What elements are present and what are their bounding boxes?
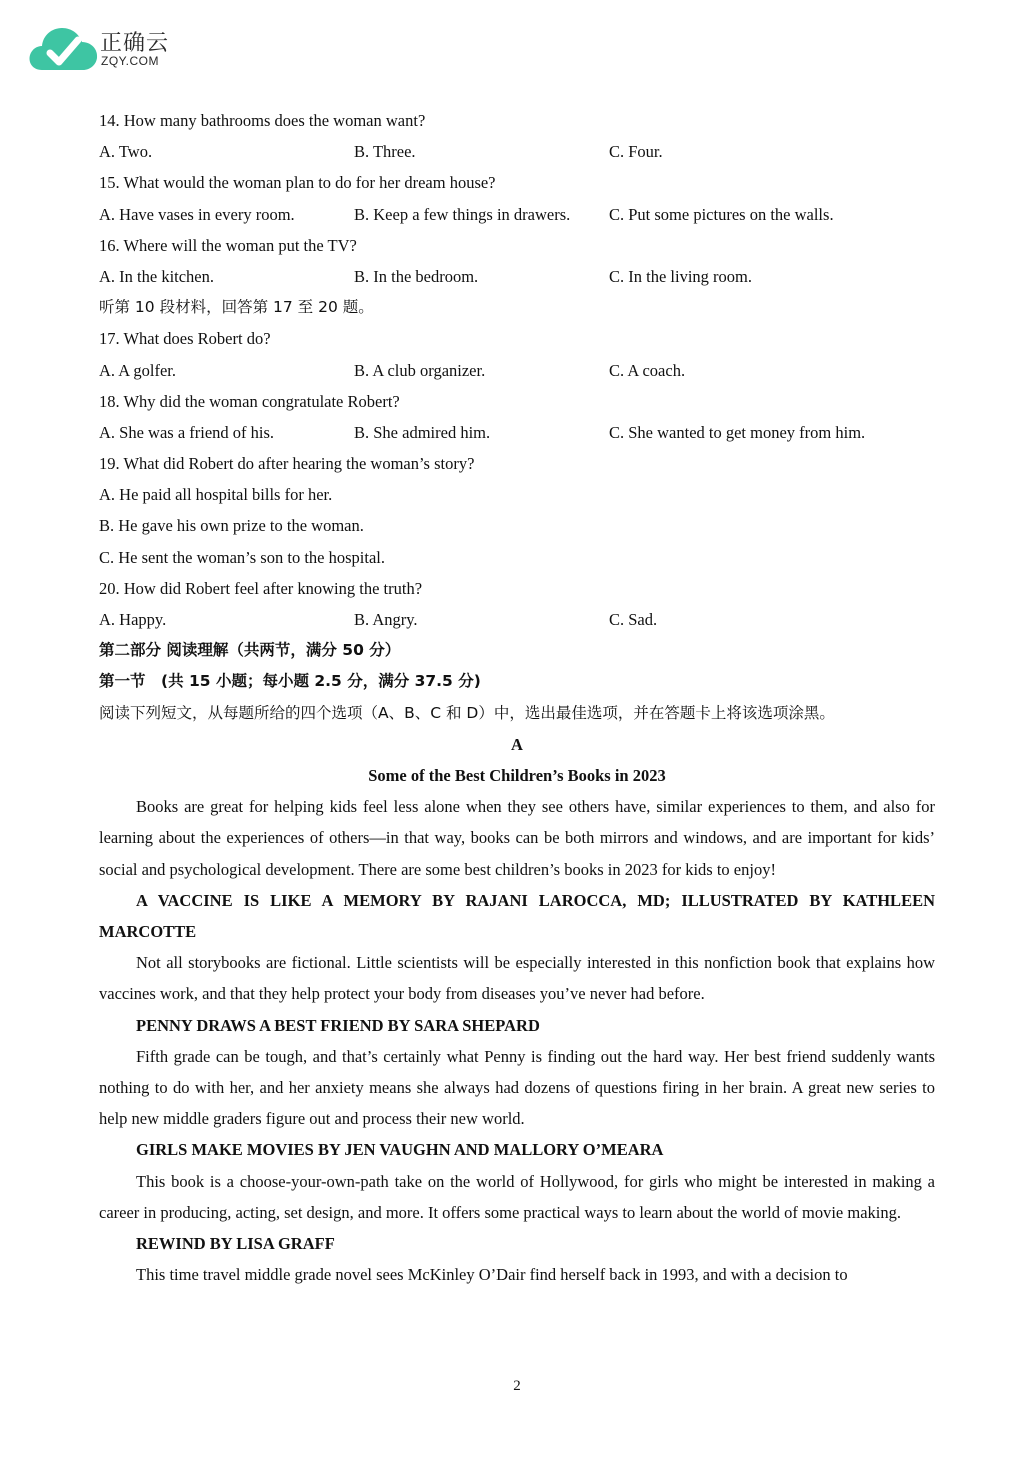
book-heading: REWIND BY LISA GRAFF [136,1233,335,1253]
options-18 [99,417,935,448]
question-18: 18. Why did the woman congratulate Robert? [99,391,400,411]
option-c: C. Put some pictures on the walls. [609,204,834,224]
option-a: A. Happy. [99,610,167,629]
option-a: A. He paid all hospital bills for her. [99,485,333,505]
option-c: C. Sad. [609,610,658,629]
option-a: A. A golfer. [99,360,176,380]
reading-instruction: 阅读下列短文，从每题所给的四个选项（A、B、C 和 D）中，选出最佳选项，并在答题卡上将该选项涂黑。 [99,703,835,722]
option-c: C. He sent the woman’s son to the hospital. [99,547,385,567]
question-17: 17. What does Robert do? [99,329,271,349]
option-b: B. Angry. [354,610,418,629]
book-description: This time travel middle grade novel sees McKinley O’Dair find herself back in 1993, and with a decision to [136,1265,848,1285]
option-b: B. Keep a few things in drawers. [354,204,571,224]
option-a: A. Two. [99,142,153,162]
section1-title: 第一节 (共 15 小题；每小题 2.5 分，满分 37.5 分) [99,672,481,691]
option-b: B. A club organizer. [354,360,486,380]
page-number: 2 [513,1378,521,1394]
option-c: C. Four. [609,142,663,162]
book-description: Fifth grade can be tough, and that’s certainly what Penny is finding out the hard way. Her best friend suddenly wants nothing to do with her, and her anxiety means she always had dozens of questions firing in her brain. A great new series to help new middle graders figure out and process their new world. [99,1046,935,1129]
question-20: 20. How did Robert feel after knowing the truth? [99,578,423,598]
brand-name-cn: 正确云 [100,31,170,56]
intro-paragraph: Books are great for helping kids feel less alone when they see others have, similar experiences to them, and also for learning about the experiences of others—in that way, books can be both mirrors and windows, and are important for kids’ social and psychological development. There are some best children’s books in 2023 for kids to enjoy! [99,797,935,879]
part2-title: 第二部分 阅读理解（共两节，满分 50 分） [99,641,401,660]
option-c: C. A coach. [609,360,686,380]
book-heading: PENNY DRAWS A BEST FRIEND BY SARA SHEPARD [136,1015,540,1035]
options-16 [99,261,935,292]
option-a: A. Have vases in every room. [99,204,295,224]
question-19: 19. What did Robert do after hearing the woman’s story? [99,454,475,474]
option-c: C. In the living room. [609,266,752,286]
question-16: 16. Where will the woman put the TV? [99,235,357,255]
brand-name-en: ZQY.COM [101,54,159,68]
option-b: B. Three. [354,142,416,162]
cloud-check-icon [28,22,100,74]
book-heading: GIRLS MAKE MOVIES BY JEN VAUGHN AND MALLORY O’MEARA [136,1140,664,1160]
option-b: B. She admired him. [354,422,491,442]
options-15 [99,199,935,230]
question-15: 15. What would the woman plan to do for her dream house? [99,173,496,193]
book-description: Not all storybooks are fictional. Little scientists will be especially interested in this nonfiction book that explains how vaccines work, and that they help protect your body from diseases you’ve never had before. [99,953,935,1004]
page-content [99,105,935,1290]
option-b: B. In the bedroom. [354,266,479,286]
section10-instruction: 听第 10 段材料，回答第 17 至 20 题。 [99,298,374,317]
options-17 [99,355,935,386]
options-20 [99,604,935,635]
passage-letter: A [511,734,523,754]
book-description: This book is a choose-your-own-path take on the world of Hollywood, for girls who might be interested in making a career in producing, acting, set design, and more. It offers some practical ways to learn about the world of movie making. [99,1171,935,1222]
question-14: 14. How many bathrooms does the woman want? [99,111,426,130]
option-a: A. In the kitchen. [99,266,215,286]
option-a: A. She was a friend of his. [99,422,275,442]
option-c: C. She wanted to get money from him. [609,422,866,442]
passage-title: Some of the Best Children’s Books in 2023 [368,765,666,785]
options-14 [99,136,935,167]
book-heading: A VACCINE IS LIKE A MEMORY BY RAJANI LAROCCA, MD; ILLUSTRATED BY KATHLEEN MARCOTTE [99,890,935,941]
brand-logo [28,22,178,74]
option-b: B. He gave his own prize to the woman. [99,516,364,536]
